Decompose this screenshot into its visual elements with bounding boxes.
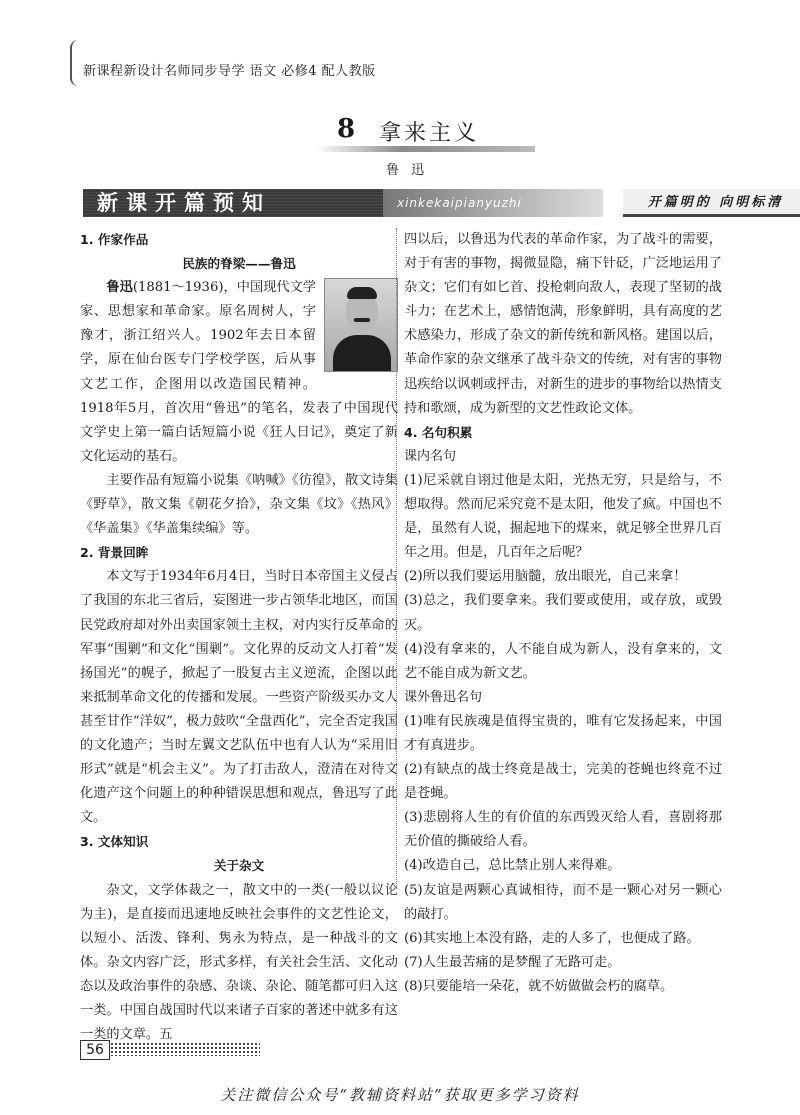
background-text: 本文写于1934年6月4日，当时日本帝国主义侵占了我国的东北三省后，妄图进一步占领华北地区，而国民党政府却对外出卖国家领土主权，对内实行反革命的军事“围剿”和文化“围剿”。文化界的反动文人打着“发扬国光”的幌子，掀起了一股复古主义逆流，企图以此来抵制革命文化的传播和发展。一些资产阶级买办文人甚至甘作“洋奴”，极力鼓吹“全盘西化”，完全否定我国的文化遗产；当时左翼文艺队伍中也有人认为“采用旧形式”就是“机会主义”。为了打击敌人，澄清在对待文化遗产这个问题上的种种错误思想和观点，鲁迅写了此文。 bbox=[80, 569, 398, 826]
genre-text: 杂文，文学体裁之一，散文中的一类(一般以议论为主)，是直接而迅速地反映社会事件的文艺性论文，以短小、活泼、锋利、隽永为特点，是一种战斗的文体。杂文内容广泛，形式多样，有关社会生活、文化动态以及政治事件的杂感、杂谈、杂论、随笔都可归入这一类。中国自战国时代以来诸子百家的著述中就多有这一类的文章。五 bbox=[80, 882, 398, 1043]
quote-item: (8)只要能培一朵花，就不妨做做会朽的腐草。 bbox=[404, 978, 674, 994]
banner-slogan: 开篇明的 向明标清 bbox=[623, 189, 800, 217]
subheading-genre: 关于杂文 bbox=[213, 858, 265, 874]
footer-notice: 关注微信公众号“教辅资料站”获取更多学习资料 bbox=[220, 1086, 580, 1104]
banner-pinyin: xinkekaipianyuzhi bbox=[383, 189, 603, 217]
subheading-author: 民族的脊梁——鲁迅 bbox=[182, 256, 296, 272]
quote-item: (2)所以我们要运用脑髓，放出眼光，自己来拿！ bbox=[404, 569, 687, 585]
quote-item: (6)其实地上本没有路，走的人多了，也便成了路。 bbox=[404, 930, 700, 946]
quote-item: (2)有缺点的战士终竟是战士，完美的苍蝇也终竟不过是苍蝇。 bbox=[404, 762, 722, 802]
quote-item: (7)人生最苦痛的是梦醒了无路可走。 bbox=[404, 954, 621, 970]
title-underline bbox=[315, 146, 535, 152]
column-divider bbox=[396, 228, 398, 886]
quote-item: (1)唯有民族魂是值得宝贵的，唯有它发扬起来，中国才有真进步。 bbox=[404, 713, 722, 753]
quote-item: (5)友谊是两颗心真诚相待，而不是一颗心对另一颗心的敲打。 bbox=[404, 882, 722, 922]
section-banner bbox=[83, 189, 784, 217]
section-heading-4: 4. 名句积累 bbox=[404, 424, 473, 440]
section-heading-1: 1. 作家作品 bbox=[80, 232, 149, 247]
genre-text-continued: 四以后，以鲁迅为代表的革命作家，为了战斗的需要，对于有害的事物，揭微显隐，痛下针砭，广泛地运用了杂文；它们有如匕首、投枪刺向敌人，表现了坚韧的战斗力；在艺术上，感情饱满，形象鲜明，具有高度的艺术感染力，形成了杂文的新传统和新风格。建国以后，革命作家的杂文继承了战斗杂文的传统，对有害的事物迅疾给以讽刺或抨击，对新生的进步的事物给以热情支持和歌颂，成为新型的文艺性政论文体。 bbox=[404, 232, 722, 416]
outer-quotes-title: 课外鲁迅名句 bbox=[404, 689, 483, 705]
section-heading-2: 2. 背景回眸 bbox=[80, 545, 149, 561]
author-portrait bbox=[324, 278, 398, 372]
author-bio-text: (1881～1936)，中国现代文学家、思想家和革命家。原名周树人，字豫才，浙江绍兴人。1902年去日本留学，原在仙台医专门学校学医，后从事文艺工作，企图用以改造国民精神。1918年5月，首次用“鲁迅”的笔名，发表了中国现代文学史上第一篇白话短篇小说《狂人日记》，奠定了新文化运动的基石。 bbox=[80, 280, 398, 464]
author-works: 主要作品有短篇小说集《呐喊》《彷徨》，散文诗集《野草》，散文集《朝花夕拾》，杂文集《坟》《热风》《华盖集》《华盖集续编》等。 bbox=[80, 472, 398, 537]
page-number-decoration bbox=[110, 1042, 260, 1056]
left-column bbox=[80, 228, 398, 1047]
quote-item: (3)悲剧将人生的有价值的东西毁灭给人看，喜剧将那无价值的撕破给人看。 bbox=[404, 810, 722, 850]
header-bracket bbox=[70, 40, 80, 86]
lesson-author: 鲁 迅 bbox=[386, 163, 429, 178]
section-heading-3: 3. 文体知识 bbox=[80, 834, 149, 850]
inner-quotes-title: 课内名句 bbox=[404, 448, 457, 464]
lesson-title: 拿来主义 bbox=[379, 121, 480, 146]
quote-item: (1)尼采就自诩过他是太阳，光热无穷，只是给与，不想取得。然而尼采究竟不是太阳，他发了疯。中国也不是，虽然有人说，掘起地下的煤来，就足够全世界几百年之用。但是，几百年之后呢？ bbox=[404, 472, 722, 561]
running-header: 新课程新设计名师同步导学 语文 必修4 配人教版 bbox=[83, 64, 376, 79]
quote-item: (4)没有拿来的，人不能自成为新人，没有拿来的，文艺不能自成为新文艺。 bbox=[404, 641, 722, 681]
author-name: 鲁迅 bbox=[106, 280, 133, 296]
right-column bbox=[404, 228, 722, 999]
lesson-number: 8 bbox=[337, 114, 356, 144]
lesson-title-block bbox=[315, 112, 545, 152]
quote-item: (3)总之，我们要拿来。我们要或使用，或存放，或毁灭。 bbox=[404, 593, 722, 633]
page-number: 56 bbox=[80, 1040, 110, 1060]
banner-title: 新课开篇预知 bbox=[83, 189, 383, 217]
quote-item: (4)改造自己，总比禁止别人来得难。 bbox=[404, 858, 621, 874]
